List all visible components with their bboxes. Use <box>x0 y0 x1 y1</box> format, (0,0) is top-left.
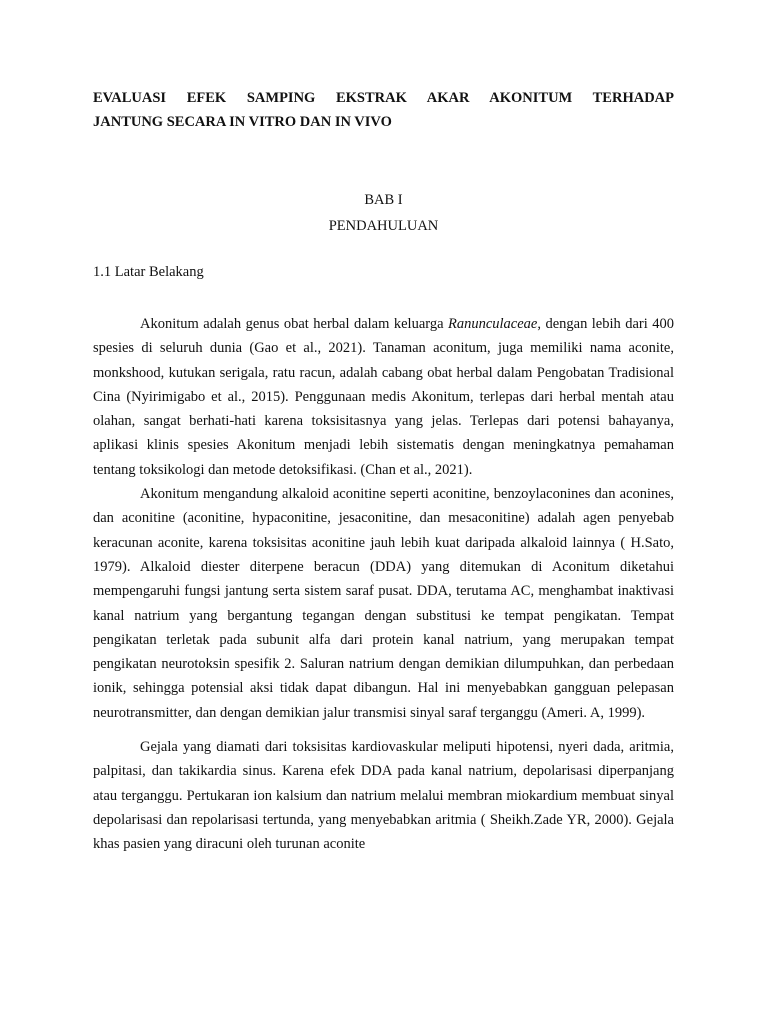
title-line-1: EVALUASI EFEK SAMPING EKSTRAK AKAR AKONITUM TERHADAP <box>93 90 674 106</box>
body-text <box>93 312 674 857</box>
italic-term: Ranunculaceae <box>447 316 538 332</box>
section-heading: 1.1 Latar Belakang <box>93 264 204 280</box>
paragraph-2: Akonitum mengandung alkaloid aconitine seperti aconitine, benzoylaconines dan aconines, dan aconitine (aconitine, hypaconitine, jesaconitine, dan mesaconitine) adalah agen penyebab keracunan aconite, karena toksisitas aconitine jauh lebih kuat daripada alkaloid lainnya ( H.Sato, 1979). Alkaloid diester diterpene beracun (DDA) yang ditemukan di Aconitum diketahui mempengaruhi fungsi jantung serta sistem saraf pusat. DDA, terutama AC, menghambat inaktivasi kanal natrium yang bergantung tegangan dengan substitusi ke tempat pengikatan. Tempat pengikatan terletak pada subunit alfa dari protein kanal natrium, yang merupakan tempat pengikatan neurotoksin spesifik 2. Saluran natrium dengan demikian dilumpuhkan, dan perbedaan ionik, sehingga potensial aksi tidak dapat dibangun. Hal ini menyebabkan gangguan pelepasan neurotransmitter, dan dengan demikian jalur transmisi sinyal saraf terganggu (Ameri. A, 1999). <box>93 486 674 721</box>
chapter-number: BAB I <box>364 192 403 208</box>
paragraph-1-rest: , dengan lebih dari 400 spesies di seluruh dunia (Gao et al., 2021). Tanaman aconitum, juga memiliki nama aconite, monkshood, kutukan serigala, ratu racun, adalah cabang obat herbal dalam Pengobatan Tradisional Cina (Nyirimigabo et al., 2015). Penggunaan medis Akonitum, terlepas dari herbal mentah atau olahan, sangat berhati-hati karena toksisitasnya yang jelas. Terlepas dari potensi bahayanya, aplikasi klinis spesies Akonitum menjadi lebih sistematis dengan meningkatnya pemahaman tentang toksikologi dan metode detoksifikasi. (Chan et al., 2021). <box>93 316 674 478</box>
paragraph-1-start: Akonitum adalah genus obat herbal dalam keluarga <box>140 316 448 332</box>
chapter-title: PENDAHULUAN <box>328 218 439 234</box>
paragraph-1 <box>93 312 674 482</box>
title-line-2: JANTUNG SECARA IN VITRO DAN IN VIVO <box>93 114 392 130</box>
paragraph-3: Gejala yang diamati dari toksisitas kardiovaskular meliputi hipotensi, nyeri dada, aritmia, palpitasi, dan takikardia sinus. Karena efek DDA pada kanal natrium, depolarisasi diperpanjang atau terganggu. Pertukaran ion kalsium dan natrium melalui membran miokardium membuat sinyal depolarisasi dan repolarisasi tertunda, yang menyebabkan aritmia ( Sheikh.Zade YR, 2000). Gejala khas pasien yang diracuni oleh turunan aconite <box>93 739 674 853</box>
chapter-heading <box>93 187 674 239</box>
document-title <box>93 86 674 134</box>
